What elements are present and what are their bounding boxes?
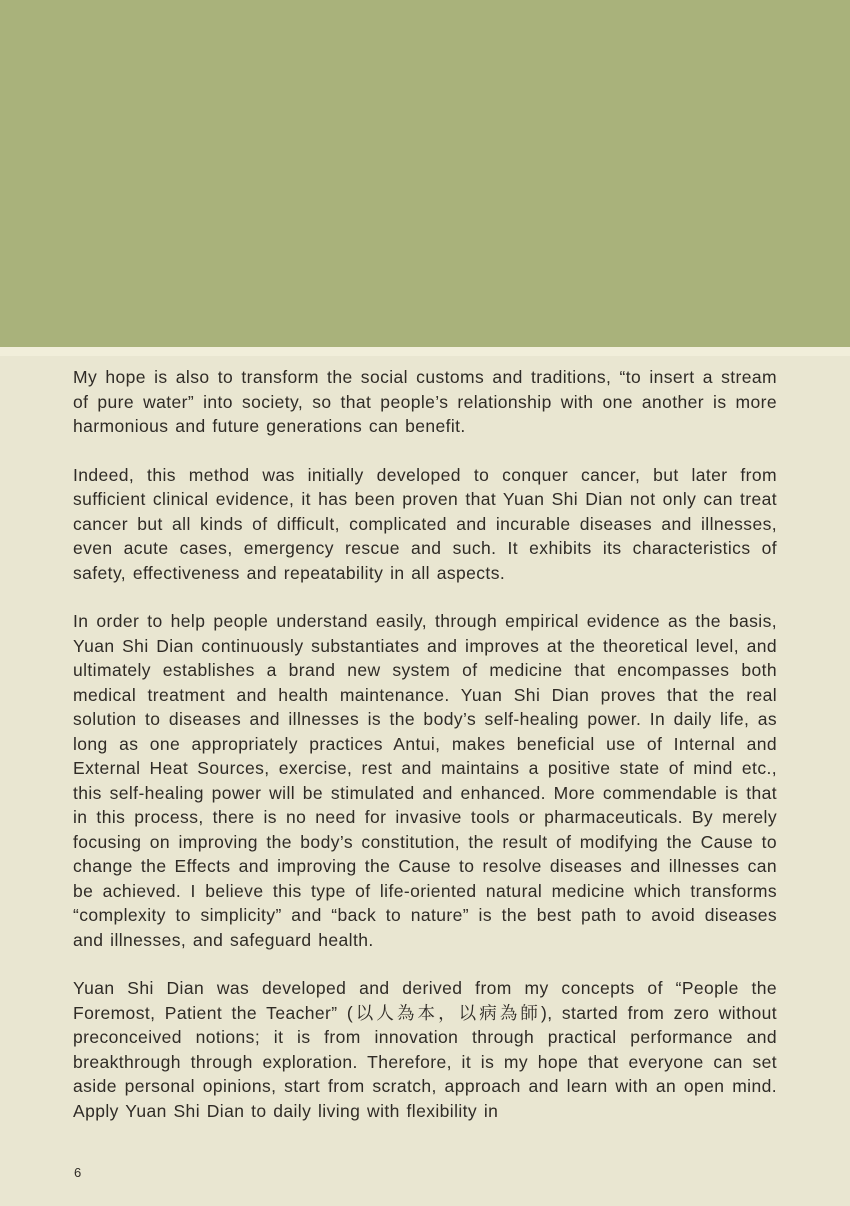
paragraph-method-cancer: Indeed, this method was initially developed to conquer cancer, but later from sufficient clinical evidence, it has been proven that Yuan Shi Dian not only can treat cancer but all kinds of difficult, complicated and incurable diseases and illnesses, even acute cases, emergency rescue and such. It exhibits its characteristics of safety, effectiveness and repeatability in all aspects. bbox=[73, 464, 777, 583]
header-color-band bbox=[0, 0, 850, 347]
band-highlight-strip bbox=[0, 347, 850, 356]
paragraph-self-healing: In order to help people understand easily, through empirical evidence as the basis, Yuan Shi Dian continuously substantiates and improves at the theoretical level, and ultimately establishes a brand new system of medicine that encompasses both medical treatment and health maintenance. Yuan Shi Dian proves that the real solution to diseases and illnesses is the body’s self-healing power. In daily life, as long as one appropriately practices Antui, makes beneficial use of Internal and External Heat Sources, exercise, rest and maintains a positive state of mind etc., this self-healing power will be stimulated and enhanced. More commendable is that in this process, there is no need for invasive tools or pharmaceuticals. By merely focusing on improving the body’s constitution, the result of modifying the Cause to change the Effects and improving the Cause to resolve diseases and illnesses can be achieved. I believe this type of life-oriented natural medicine which transforms “complexity to simplicity” and “back to nature” is the best path to avoid diseases and illnesses, and safeguard health. bbox=[73, 611, 777, 950]
paragraph-hope-transform: My hope is also to transform the social customs and traditions, “to insert a stream of pure water” into society, so that people’s relationship with one another is more harmonious and future generations can benefit. bbox=[73, 367, 777, 436]
page-body-text bbox=[0, 356, 850, 1123]
page-number: 6 bbox=[74, 1165, 82, 1180]
paragraph-concepts-origin: Yuan Shi Dian was developed and derived from my concepts of “People the Foremost, Patient the Teacher” (以人為本，以病為師), started from zero without preconceived notions; it is from innovation through practical performance and breakthrough through exploration. Therefore, it is my hope that everyone can set aside personal opinions, start from scratch, approach and learn with an open mind. Apply Yuan Shi Dian to daily living with flexibility in bbox=[73, 978, 777, 1121]
